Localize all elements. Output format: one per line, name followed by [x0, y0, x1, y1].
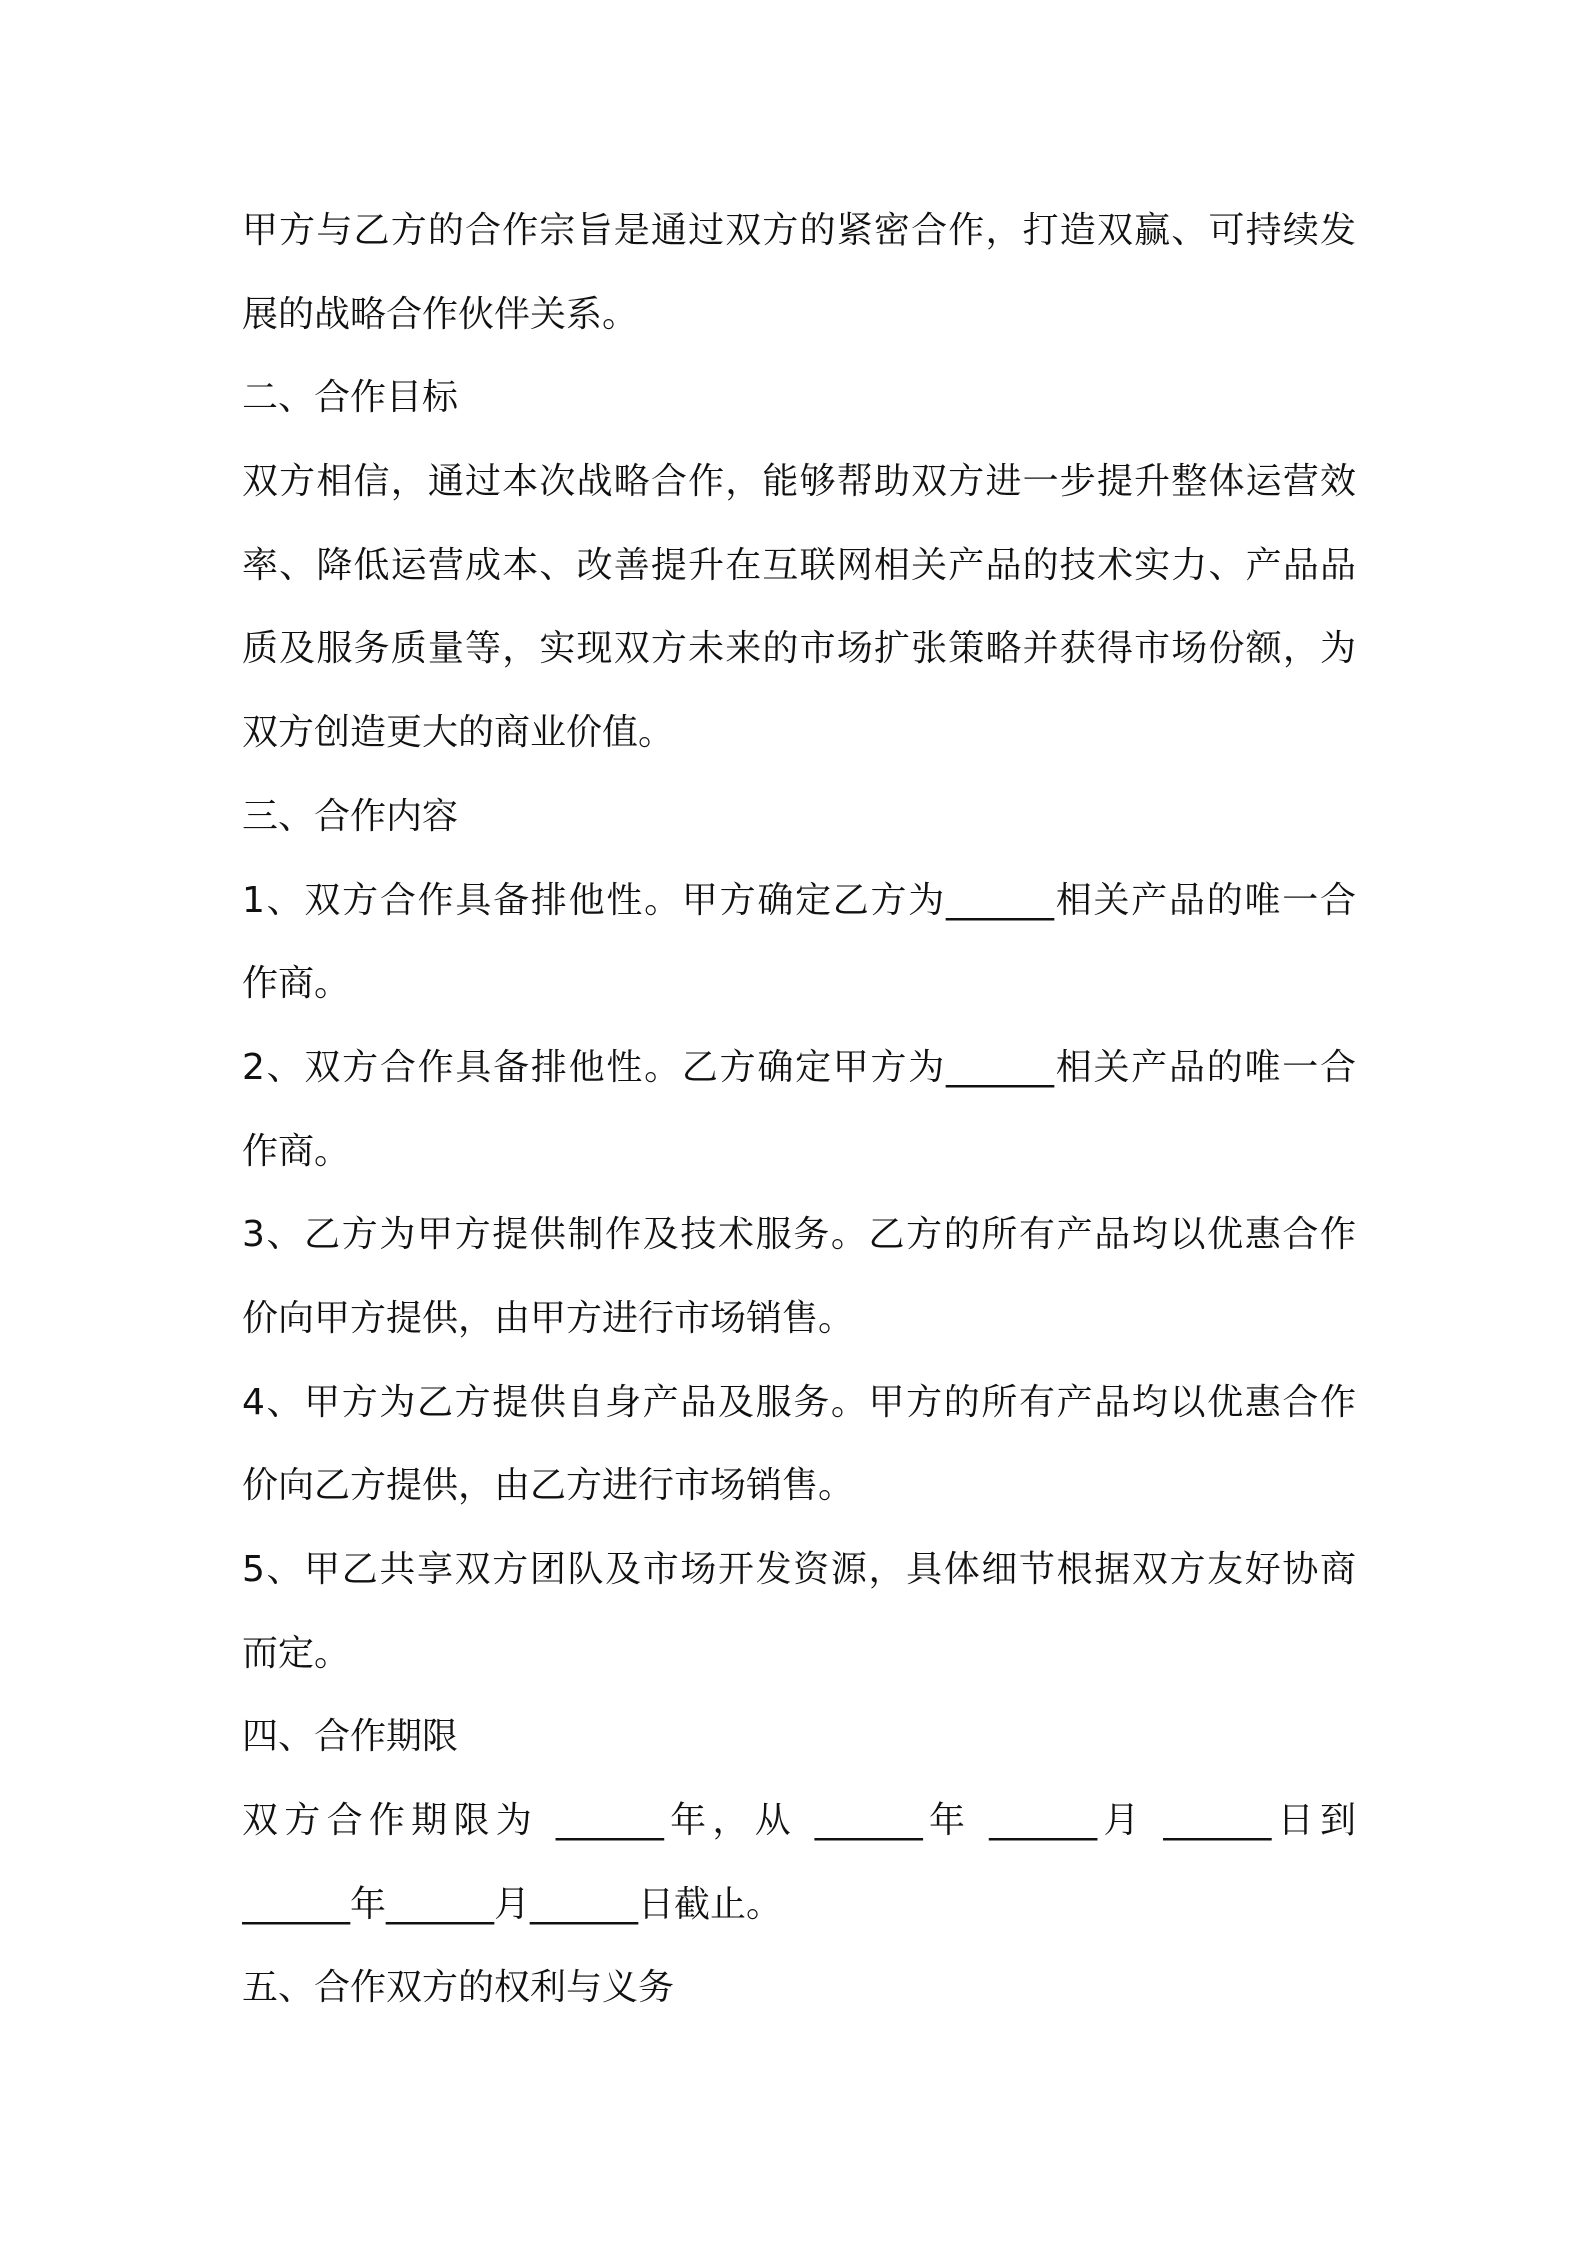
text-line: 作商。 — [242, 963, 351, 1005]
list-item-3 — [242, 1193, 1356, 1360]
text-line: 展的战略合作伙伴关系。 — [242, 293, 639, 335]
text-line: 5、甲乙共享双方团队及市场开发资源，具体细节根据双方友好协商 — [242, 1549, 1356, 1590]
text-line: 价向甲方提供，由甲方进行市场销售。 — [242, 1297, 855, 1339]
document-body — [242, 189, 1356, 2030]
paragraph-purpose — [242, 189, 1356, 356]
text-line: 甲方与乙方的合作宗旨是通过双方的紧密合作，打造双赢、可持续发 — [242, 210, 1356, 251]
text-line: 质及服务质量等，实现双方未来的市场扩张策略并获得市场份额，为 — [242, 628, 1356, 670]
paragraph-term — [242, 1779, 1356, 1946]
text-line: 而定。 — [242, 1632, 351, 1674]
text-line: 双方相信，通过本次战略合作，能够帮助双方进一步提升整体运营效 — [242, 461, 1356, 503]
text-line: ______年______月______日截止。 — [242, 1883, 783, 1925]
heading-text: 四、合作期限 — [242, 1716, 459, 1758]
text-line: 率、降低运营成本、改善提升在互联网相关产品的技术实力、产品品 — [242, 544, 1356, 586]
section-heading-term — [242, 1695, 1356, 1779]
text-line: 双方合作期限为 ______年，从 ______年 ______月 ______日到 — [242, 1800, 1356, 1842]
text-line: 2、双方合作具备排他性。乙方确定甲方为______相关产品的唯一合 — [242, 1046, 1356, 1088]
text-line: 3、乙方为甲方提供制作及技术服务。乙方的所有产品均以优惠合作 — [242, 1214, 1356, 1256]
list-item-1 — [242, 859, 1356, 1026]
heading-text: 五、合作双方的权利与义务 — [242, 1967, 675, 2009]
heading-text: 二、合作目标 — [242, 377, 459, 419]
heading-text: 三、合作内容 — [242, 795, 459, 837]
section-heading-content — [242, 775, 1356, 859]
list-item-4 — [242, 1361, 1356, 1528]
paragraph-goals — [242, 440, 1356, 775]
text-line: 4、甲方为乙方提供自身产品及服务。甲方的所有产品均以优惠合作 — [242, 1381, 1356, 1423]
text-line: 1、双方合作具备排他性。甲方确定乙方为______相关产品的唯一合 — [242, 879, 1356, 921]
list-item-5 — [242, 1528, 1356, 1695]
list-item-2 — [242, 1026, 1356, 1193]
text-line: 作商。 — [242, 1130, 351, 1172]
section-heading-rights — [242, 1946, 1356, 2030]
text-line: 双方创造更大的商业价值。 — [242, 712, 675, 754]
section-heading-goals — [242, 356, 1356, 440]
text-line: 价向乙方提供，由乙方进行市场销售。 — [242, 1465, 855, 1507]
